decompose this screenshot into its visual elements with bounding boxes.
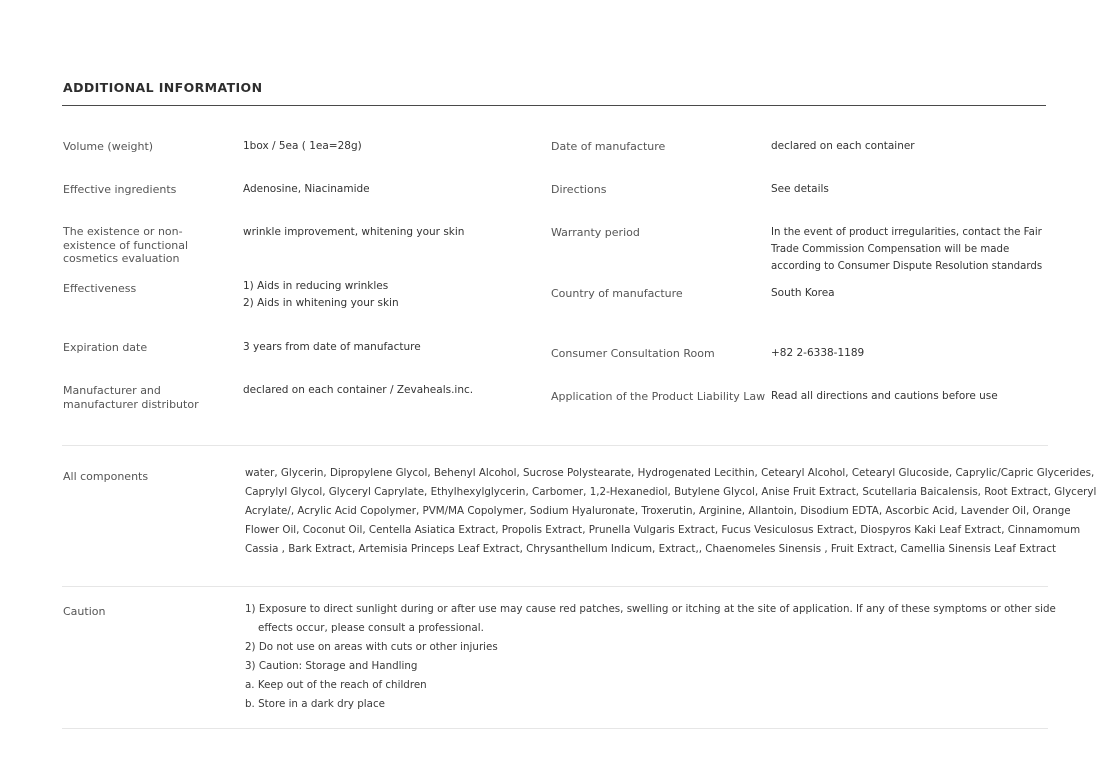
info-label-expiration-date: Expiration date — [63, 341, 148, 354]
info-value-country-of-manufacture: South Korea — [771, 287, 835, 299]
caution-line: a. Keep out of the reach of children — [245, 679, 427, 691]
caution-line: b. Store in a dark dry place — [245, 698, 385, 710]
info-value-effective-ingredients: Adenosine, Niacinamide — [243, 183, 370, 195]
components-line: water, Glycerin, Dipropylene Glycol, Behenyl Alcohol, Sucrose Polystearate, Hydrogenated Lecithin, Cetearyl Alcohol, Cetearyl Glucoside, Caprylic/Capric Glycerides, — [245, 467, 1095, 479]
components-line: Cassia , Bark Extract, Artemisia Princeps Leaf Extract, Chrysanthellum Indicum, Extract,, Chaenomeles Sinensis , Fruit Extract, Camellia Sinensis Leaf Extract — [245, 543, 1057, 555]
info-value-expiration-date: 3 years from date of manufacture — [243, 341, 421, 353]
title-divider — [62, 105, 1046, 106]
info-value-manufacturer: declared on each container / Zevaheals.inc. — [243, 384, 474, 396]
info-label-volume: Volume (weight) — [63, 140, 154, 153]
info-label-effective-ingredients: Effective ingredients — [63, 183, 177, 196]
caution-line: 3) Caution: Storage and Handling — [245, 660, 418, 672]
section-divider — [62, 586, 1048, 587]
info-label-effectiveness: Effectiveness — [63, 282, 137, 295]
info-label-directions: Directions — [551, 183, 607, 196]
caution-line: 2) Do not use on areas with cuts or other injuries — [245, 641, 498, 653]
info-label-manufacturer: Manufacturer and manufacturer distributor — [63, 384, 199, 411]
section-title: ADDITIONAL INFORMATION — [63, 80, 263, 95]
components-text — [245, 464, 1096, 559]
components-line: Flower Oil, Coconut Oil, Centella Asiatica Extract, Propolis Extract, Prunella Vulgaris Extract, Fucus Vesiculosus Extract, Diospyros Kaki Leaf Extract, Cinnamomum — [245, 524, 1081, 536]
info-label-consumer-consultation: Consumer Consultation Room — [551, 347, 715, 360]
info-label-country-of-manufacture: Country of manufacture — [551, 287, 683, 300]
caution-text — [245, 600, 1056, 714]
components-label: All components — [63, 470, 149, 483]
section-divider — [62, 728, 1048, 729]
info-value-product-liability: Read all directions and cautions before use — [771, 390, 998, 402]
info-label-product-liability: Application of the Product Liability Law — [551, 390, 766, 403]
info-value-directions: See details — [771, 183, 829, 195]
info-value-warranty-period: In the event of product irregularities, contact the Fair Trade Commission Compensation will be made according to Consumer Dispute Resolution standards — [771, 227, 1043, 272]
info-label-warranty-period: Warranty period — [551, 226, 640, 239]
info-value-date-of-manufacture: declared on each container — [771, 140, 915, 152]
caution-label: Caution — [63, 605, 106, 618]
components-line: Acrylate/, Acrylic Acid Copolymer, PVM/MA Copolymer, Sodium Hyaluronate, Troxerutin, Arginine, Allantoin, Disodium EDTA, Ascorbic Acid, Lavender Oil, Orange — [245, 505, 1071, 517]
info-label-functional-cosmetics: The existence or non- existence of functional cosmetics evaluation — [63, 225, 189, 265]
info-label-date-of-manufacture: Date of manufacture — [551, 140, 666, 153]
info-value-consumer-consultation: +82 2-6338-1189 — [771, 347, 865, 359]
info-value-volume: 1box / 5ea ( 1ea=28g) — [243, 140, 362, 152]
caution-line: 1) Exposure to direct sunlight during or after use may cause red patches, swelling or itching at the site of application. If any of these symptoms or other side — [245, 603, 1056, 615]
components-line: Caprylyl Glycol, Glyceryl Caprylate, Ethylhexylglycerin, Carbomer, 1,2-Hexanediol, Butylene Glycol, Anise Fruit Extract, Scutellaria Baicalensis, Root Extract, Glyceryl — [245, 486, 1097, 498]
section-divider — [62, 445, 1048, 446]
info-value-functional-cosmetics: wrinkle improvement, whitening your skin — [243, 226, 465, 238]
caution-line: effects occur, please consult a professional. — [258, 622, 484, 634]
info-value-effectiveness: 1) Aids in reducing wrinkles 2) Aids in whitening your skin — [243, 280, 399, 309]
